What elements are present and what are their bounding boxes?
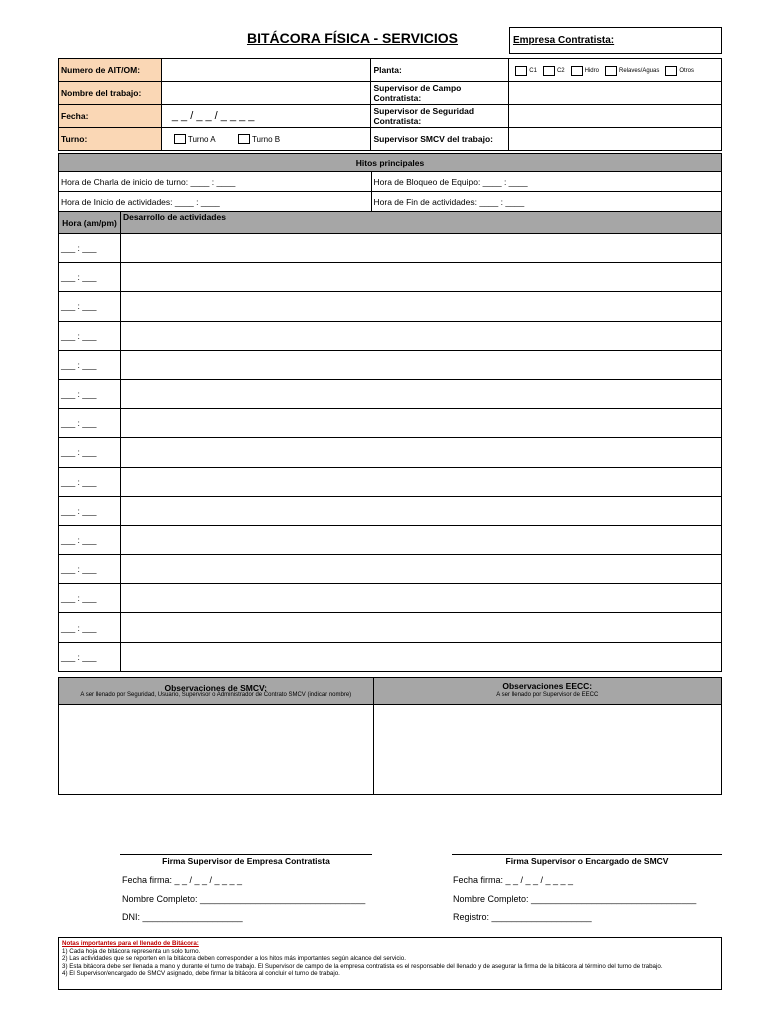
activity-time-field[interactable]: ___ : ___ [59, 263, 121, 292]
fecha-value: _ _ / _ _ / _ _ _ _ [171, 110, 255, 122]
nota-1: 1) Cada hoja de bitácora representa un solo turno. [62, 947, 201, 955]
activity-time-field[interactable]: ___ : ___ [59, 292, 121, 321]
obs-eecc-header [373, 678, 721, 705]
activity-row [59, 584, 722, 613]
firma-left-dni[interactable]: DNI: ____________________ [122, 912, 243, 922]
turno-b-label: Turno B [251, 134, 281, 144]
activity-description-field[interactable] [120, 292, 721, 321]
hora-bloqueo-field[interactable]: Hora de Bloqueo de Equipo: ____ : ____ [371, 172, 721, 192]
activity-row [59, 263, 722, 292]
planta-checkbox[interactable] [515, 66, 527, 76]
fecha-label: Fecha: [59, 105, 162, 128]
planta-option-label: Relaves/Aguas [618, 68, 660, 75]
obs-eecc-subtitle: A ser llenado por Supervisor de EECC [496, 692, 599, 698]
desarrollo-header: Desarrollo de actividades [120, 212, 721, 234]
planta-label: Planta: [371, 59, 509, 82]
activity-description-field[interactable] [120, 613, 721, 642]
nota-2: 2) Las actividades que se reporten en la bitácora deben corresponder a los hitos más importantes según alcance del servicio. [62, 955, 406, 963]
supervisor-seguridad-field[interactable] [509, 105, 722, 128]
notas-box [58, 937, 722, 990]
numero-ait-field[interactable] [161, 59, 371, 82]
obs-eecc-title: Observaciones EECC: [502, 681, 593, 691]
activity-time-field[interactable]: ___ : ___ [59, 496, 121, 525]
activity-description-field[interactable] [120, 409, 721, 438]
planta-option-label: C1 [529, 68, 537, 75]
planta-options [509, 59, 722, 82]
activity-time-field[interactable]: ___ : ___ [59, 438, 121, 467]
activity-description-field[interactable] [120, 496, 721, 525]
nota-4: 4) El Supervisor/encargado de SMCV asignado, debe firmar la bitácora al concluir el turno de trabajo. [62, 970, 340, 978]
planta-option [543, 68, 565, 74]
observaciones-table [58, 677, 722, 795]
firma-right-nombre[interactable]: Nombre Completo: _________________________________ [453, 894, 697, 904]
empresa-label: Empresa Contratista: [513, 35, 615, 46]
activity-row [59, 438, 722, 467]
turno-a-checkbox[interactable] [174, 134, 186, 144]
firma-left-title: Firma Supervisor de Empresa Contratista [162, 856, 330, 866]
activity-time-field[interactable]: ___ : ___ [59, 409, 121, 438]
empresa-contratista-box[interactable] [509, 27, 722, 54]
activity-description-field[interactable] [120, 555, 721, 584]
activity-time-field[interactable]: ___ : ___ [59, 555, 121, 584]
supervisor-campo-label: Supervisor de Campo Contratista: [371, 82, 509, 105]
activity-row [59, 496, 722, 525]
supervisor-seguridad-label: Supervisor de Seguridad Contratista: [371, 105, 509, 128]
planta-option-label: Otros [679, 68, 695, 75]
firma-right-registro[interactable]: Registro: ____________________ [453, 912, 592, 922]
hora-inicio-field[interactable]: Hora de Inicio de actividades: ____ : ____ [59, 192, 372, 212]
activity-description-field[interactable] [120, 525, 721, 554]
activity-time-field[interactable]: ___ : ___ [59, 379, 121, 408]
supervisor-smcv-label: Supervisor SMCV del trabajo: [371, 128, 509, 151]
planta-checkbox[interactable] [665, 66, 677, 76]
supervisor-smcv-field[interactable] [509, 128, 722, 151]
hora-fin-field[interactable]: Hora de Fin de actividades: ____ : ____ [371, 192, 721, 212]
activity-time-field[interactable]: ___ : ___ [59, 525, 121, 554]
activity-time-field[interactable]: ___ : ___ [59, 234, 121, 263]
fecha-field[interactable] [161, 105, 371, 128]
activity-row [59, 234, 722, 263]
planta-checkbox[interactable] [605, 66, 617, 76]
activity-row [59, 642, 722, 671]
numero-ait-label: Numero de AIT/OM: [59, 59, 162, 82]
hitos-title: Hitos principales [59, 154, 722, 172]
activity-row [59, 350, 722, 379]
activity-time-field[interactable]: ___ : ___ [59, 584, 121, 613]
turno-label: Turno: [59, 128, 162, 151]
obs-smcv-title: Observaciones de SMCV: [164, 682, 268, 693]
firma-right-line [452, 854, 722, 855]
header-table [58, 58, 722, 151]
planta-option [571, 68, 599, 74]
notas-title: Notas importantes para el llenado de Bitácora: [62, 940, 199, 947]
planta-option [605, 68, 659, 74]
activity-description-field[interactable] [120, 234, 721, 263]
hitos-table [58, 153, 722, 672]
form-title: BITÁCORA FÍSICA - SERVICIOS [246, 30, 459, 46]
activity-time-field[interactable]: ___ : ___ [59, 642, 121, 671]
activity-row [59, 321, 722, 350]
planta-option-label: C2 [556, 68, 565, 75]
planta-checkbox[interactable] [543, 66, 555, 76]
hora-header: Hora (am/pm) [59, 212, 121, 234]
activity-description-field[interactable] [120, 350, 721, 379]
planta-checkbox[interactable] [571, 66, 583, 76]
obs-smcv-field[interactable] [59, 705, 374, 795]
nombre-trabajo-label: Nombre del trabajo: [59, 82, 162, 105]
activity-row [59, 292, 722, 321]
activity-time-field[interactable]: ___ : ___ [59, 350, 121, 379]
firma-left-nombre[interactable]: Nombre Completo: _________________________________ [122, 894, 366, 904]
firma-left-line [120, 854, 372, 855]
planta-option [515, 68, 537, 74]
activity-row [59, 379, 722, 408]
activity-description-field[interactable] [120, 263, 721, 292]
activity-row [59, 467, 722, 496]
firma-right-fecha[interactable]: Fecha firma: _ _ / _ _ / _ _ _ _ [453, 875, 574, 885]
activity-row [59, 525, 722, 554]
obs-smcv-header [59, 678, 374, 705]
turno-b-checkbox[interactable] [238, 134, 250, 144]
activity-description-field[interactable] [120, 642, 721, 671]
activity-row [59, 613, 722, 642]
obs-eecc-field[interactable] [373, 705, 721, 795]
firma-right-title: Firma Supervisor o Encargado de SMCV [505, 856, 669, 866]
supervisor-campo-field[interactable] [509, 82, 722, 105]
activity-description-field[interactable] [120, 584, 721, 613]
nombre-trabajo-field[interactable] [161, 82, 371, 105]
activity-description-field[interactable] [120, 467, 721, 496]
planta-option-label: Hidro [584, 68, 599, 75]
hora-charla-field[interactable]: Hora de Charla de inicio de turno: ____ : ____ [59, 172, 372, 192]
activity-time-field[interactable]: ___ : ___ [59, 321, 121, 350]
activity-row [59, 409, 722, 438]
nota-3: 3) Esta bitácora debe ser llenada a mano y durante el turno de trabajo. El Supervisor de campo de la empresa contratista es el responsable del llenado y de asegurar la firma de la bitácora al término del turno de trabajo. [62, 962, 663, 970]
turno-a-label: Turno A [187, 134, 216, 144]
activity-description-field[interactable] [120, 379, 721, 408]
obs-smcv-subtitle: A ser llenado por Seguridad, Usuario, Supervisor o Administrador de Contrato SMCV (indicar nombre) [80, 691, 352, 698]
activity-description-field[interactable] [120, 321, 721, 350]
activity-row [59, 555, 722, 584]
activity-time-field[interactable]: ___ : ___ [59, 467, 121, 496]
turno-options [161, 128, 371, 151]
planta-option [665, 68, 694, 74]
activity-time-field[interactable]: ___ : ___ [59, 613, 121, 642]
firma-left-fecha[interactable]: Fecha firma: _ _ / _ _ / _ _ _ _ [122, 875, 243, 885]
activity-description-field[interactable] [120, 438, 721, 467]
